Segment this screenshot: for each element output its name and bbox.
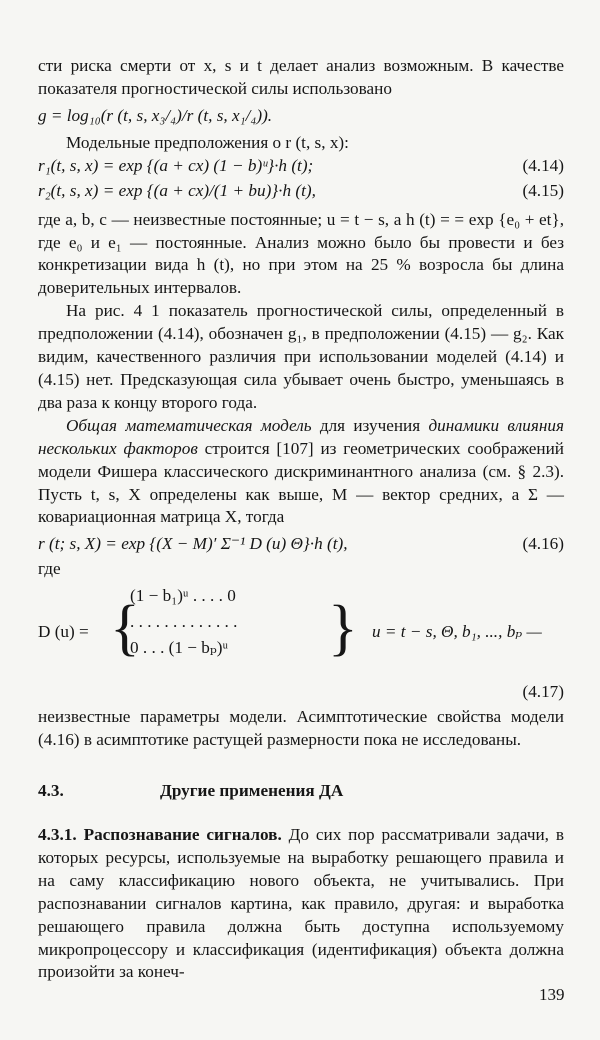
- paragraph-general-model: [38, 415, 564, 530]
- equation-4-15-body: r₂(t, s, x) = exp {(a + cx)/(1 + bu)}·h (t),: [38, 180, 316, 200]
- page-number: 139: [539, 985, 565, 1004]
- emphasis-general-model: Общая математическая модель: [66, 415, 312, 435]
- equation-4-17-number: (4.17): [522, 682, 564, 702]
- equation-4-15-number: (4.15): [522, 180, 564, 200]
- matrix-row-1: (1 − b₁)ᵘ . . . . 0: [130, 586, 236, 606]
- paragraph-signals: [38, 824, 564, 984]
- matrix-tail: u = t − s, Θ, b₁, ..., bₚ —: [372, 622, 542, 642]
- right-brace-icon: }: [328, 594, 358, 663]
- text-fragment: строится [107] из геометрических соображений модели Фишера классического дискриминантного анализа (см. § 2.3). Пусть t, s, X определены как выше, M — вектор средних, а Σ — ковариационная матрица X, тогда: [38, 438, 564, 527]
- equation-g: g = log₁₀(r (t, s, x₃/₄)/r (t, s, x₁/₄)).: [38, 105, 273, 125]
- paragraph-parameters: неизвестные параметры модели. Асимптотические свойства модели (4.16) в асимптотике растущей размерности пока не исследованы.: [38, 707, 564, 750]
- equation-4-16-number: (4.16): [522, 534, 564, 554]
- model-intro: Модельные предположения о r (t, s, x):: [66, 132, 349, 152]
- paragraph-intro: сти риска смерти от x, s и t делает анализ возможным. В качестве показателя прогностической силы использовано: [38, 56, 564, 98]
- equation-4-16-body: r (t; s, X) = exp {(X − M)′ Σ⁻¹ D (u) Θ}·h (t),: [38, 534, 348, 554]
- where-label: где: [38, 559, 61, 579]
- equation-4-14-body: r₁(t, s, x) = exp {(a + cx) (1 − b)ᵘ}·h (t);: [38, 155, 314, 175]
- matrix-lhs: D (u) =: [38, 622, 89, 642]
- subsection-title: 4.3.1. Распознавание сигналов.: [38, 825, 282, 845]
- text-fragment: До сих пор рассматривали задачи, в которых ресурсы, используемые на выработку решающего правила и на саму классификацию нового объекта, не учитывались. При распознавании сигналов картина, как правило, другая: и выработка решающего правила должна быть доступна используемому микропроцессору и классификация (идентификация) объекта должна произойти за конеч-: [38, 825, 564, 982]
- page-body: [38, 55, 564, 984]
- equation-4-17-number-row: [38, 681, 564, 706]
- equation-4-14-number: (4.14): [522, 155, 564, 175]
- section-title: Другие применения ДА: [160, 781, 344, 801]
- left-brace-icon: {: [110, 594, 140, 663]
- matrix-row-3: 0 . . . (1 − bₚ)ᵘ: [130, 638, 229, 658]
- text-fragment: для изучения: [311, 415, 429, 435]
- section-heading: [38, 774, 564, 810]
- section-number: 4.3.: [38, 781, 64, 801]
- paragraph-figure: На рис. 4 1 показатель прогностической силы, определенный в предположении (4.14), обозначен g₁, в предположении (4.15) — g₂. Как видим, качественного различия при использовании моделей (4.14) и (4.15) нет. Предсказующая сила убывает очень быстро, уменьшаясь в два раза к концу второго года.: [38, 301, 564, 412]
- equation-4-16: [38, 533, 564, 558]
- matrix-row-2: . . . . . . . . . . . . .: [130, 612, 238, 632]
- paragraph-constants: где a, b, c — неизвестные постоянные; u = t − s, а h (t) = = exp {e₀ + et}, где e₀ и e₁ — постоянные. Анализ можно было бы провести и без конкретизации вида h (t), но при этом на 25 % возросла бы длина доверительных интервалов.: [38, 209, 564, 298]
- equation-4-17-matrix: [38, 585, 564, 681]
- emphasis-dynamics: динамики влияния нескольких факторов: [38, 415, 564, 458]
- equation-4-15: [38, 180, 564, 205]
- equation-4-14: [38, 155, 564, 180]
